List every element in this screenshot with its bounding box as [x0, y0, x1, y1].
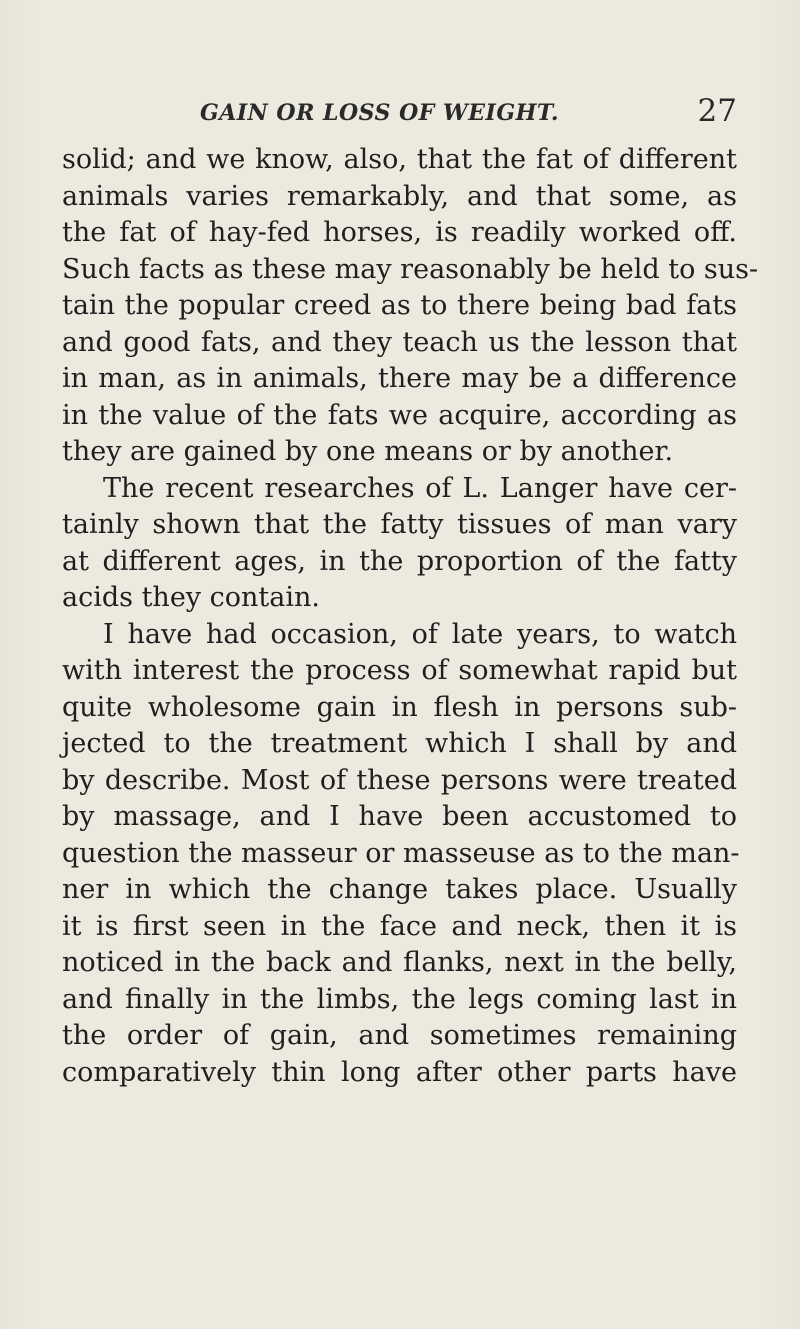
text-line: comparatively thin long after other parts have: [62, 1056, 737, 1088]
text-line: I have had occasion, of late years, to watch: [103, 618, 737, 650]
text-line: it is first seen in the face and neck, then it is: [62, 910, 737, 942]
text-line: with interest the process of somewhat rapid but: [62, 655, 737, 686]
text-line: solid; and we know, also, that the fat of different: [62, 144, 737, 175]
page-header: [200, 92, 737, 132]
text-line: tainly shown that the fatty tissues of man vary: [62, 509, 737, 540]
text-line: by describe. Most of these persons were treated: [62, 764, 737, 796]
text-line: Such facts as these may reasonably be held to sus-: [62, 253, 759, 285]
text-line: at different ages, in the proportion of the fatty: [62, 545, 737, 577]
text-line: question the masseur or masseuse as to the man-: [62, 837, 740, 869]
running-title: GAIN OR LOSS OF WEIGHT.: [200, 100, 560, 126]
text-line: noticed in the back and flanks, next in the belly,: [62, 947, 737, 978]
text-line: quite wholesome gain in flesh in persons sub-: [62, 691, 737, 723]
text-line: they are gained by one means or by another.: [62, 436, 674, 467]
text-line: tain the popular creed as to there being bad fats: [62, 290, 737, 321]
page-number: 27: [697, 93, 737, 129]
text-line: and finally in the limbs, the legs coming last in: [62, 983, 737, 1015]
text-line: ner in which the change takes place. Usually: [62, 874, 737, 905]
text-line: the fat of hay-fed horses, is readily worked off.: [62, 217, 737, 248]
text-line: jected to the treatment which I shall by and: [62, 728, 737, 759]
text-line: acids they contain.: [62, 582, 320, 613]
text-line: by massage, and I have been accustomed to: [62, 801, 737, 832]
text-line: in the value of the fats we acquire, according as: [62, 399, 737, 431]
text-line: animals varies remarkably, and that some, as: [62, 180, 737, 212]
text-line: The recent researches of L. Langer have cer-: [103, 472, 737, 504]
text-line: the order of gain, and sometimes remaining: [62, 1020, 737, 1051]
text-line: and good fats, and they teach us the lesson that: [62, 326, 737, 358]
body-text: [62, 142, 759, 1091]
text-line: in man, as in animals, there may be a difference: [62, 363, 737, 394]
